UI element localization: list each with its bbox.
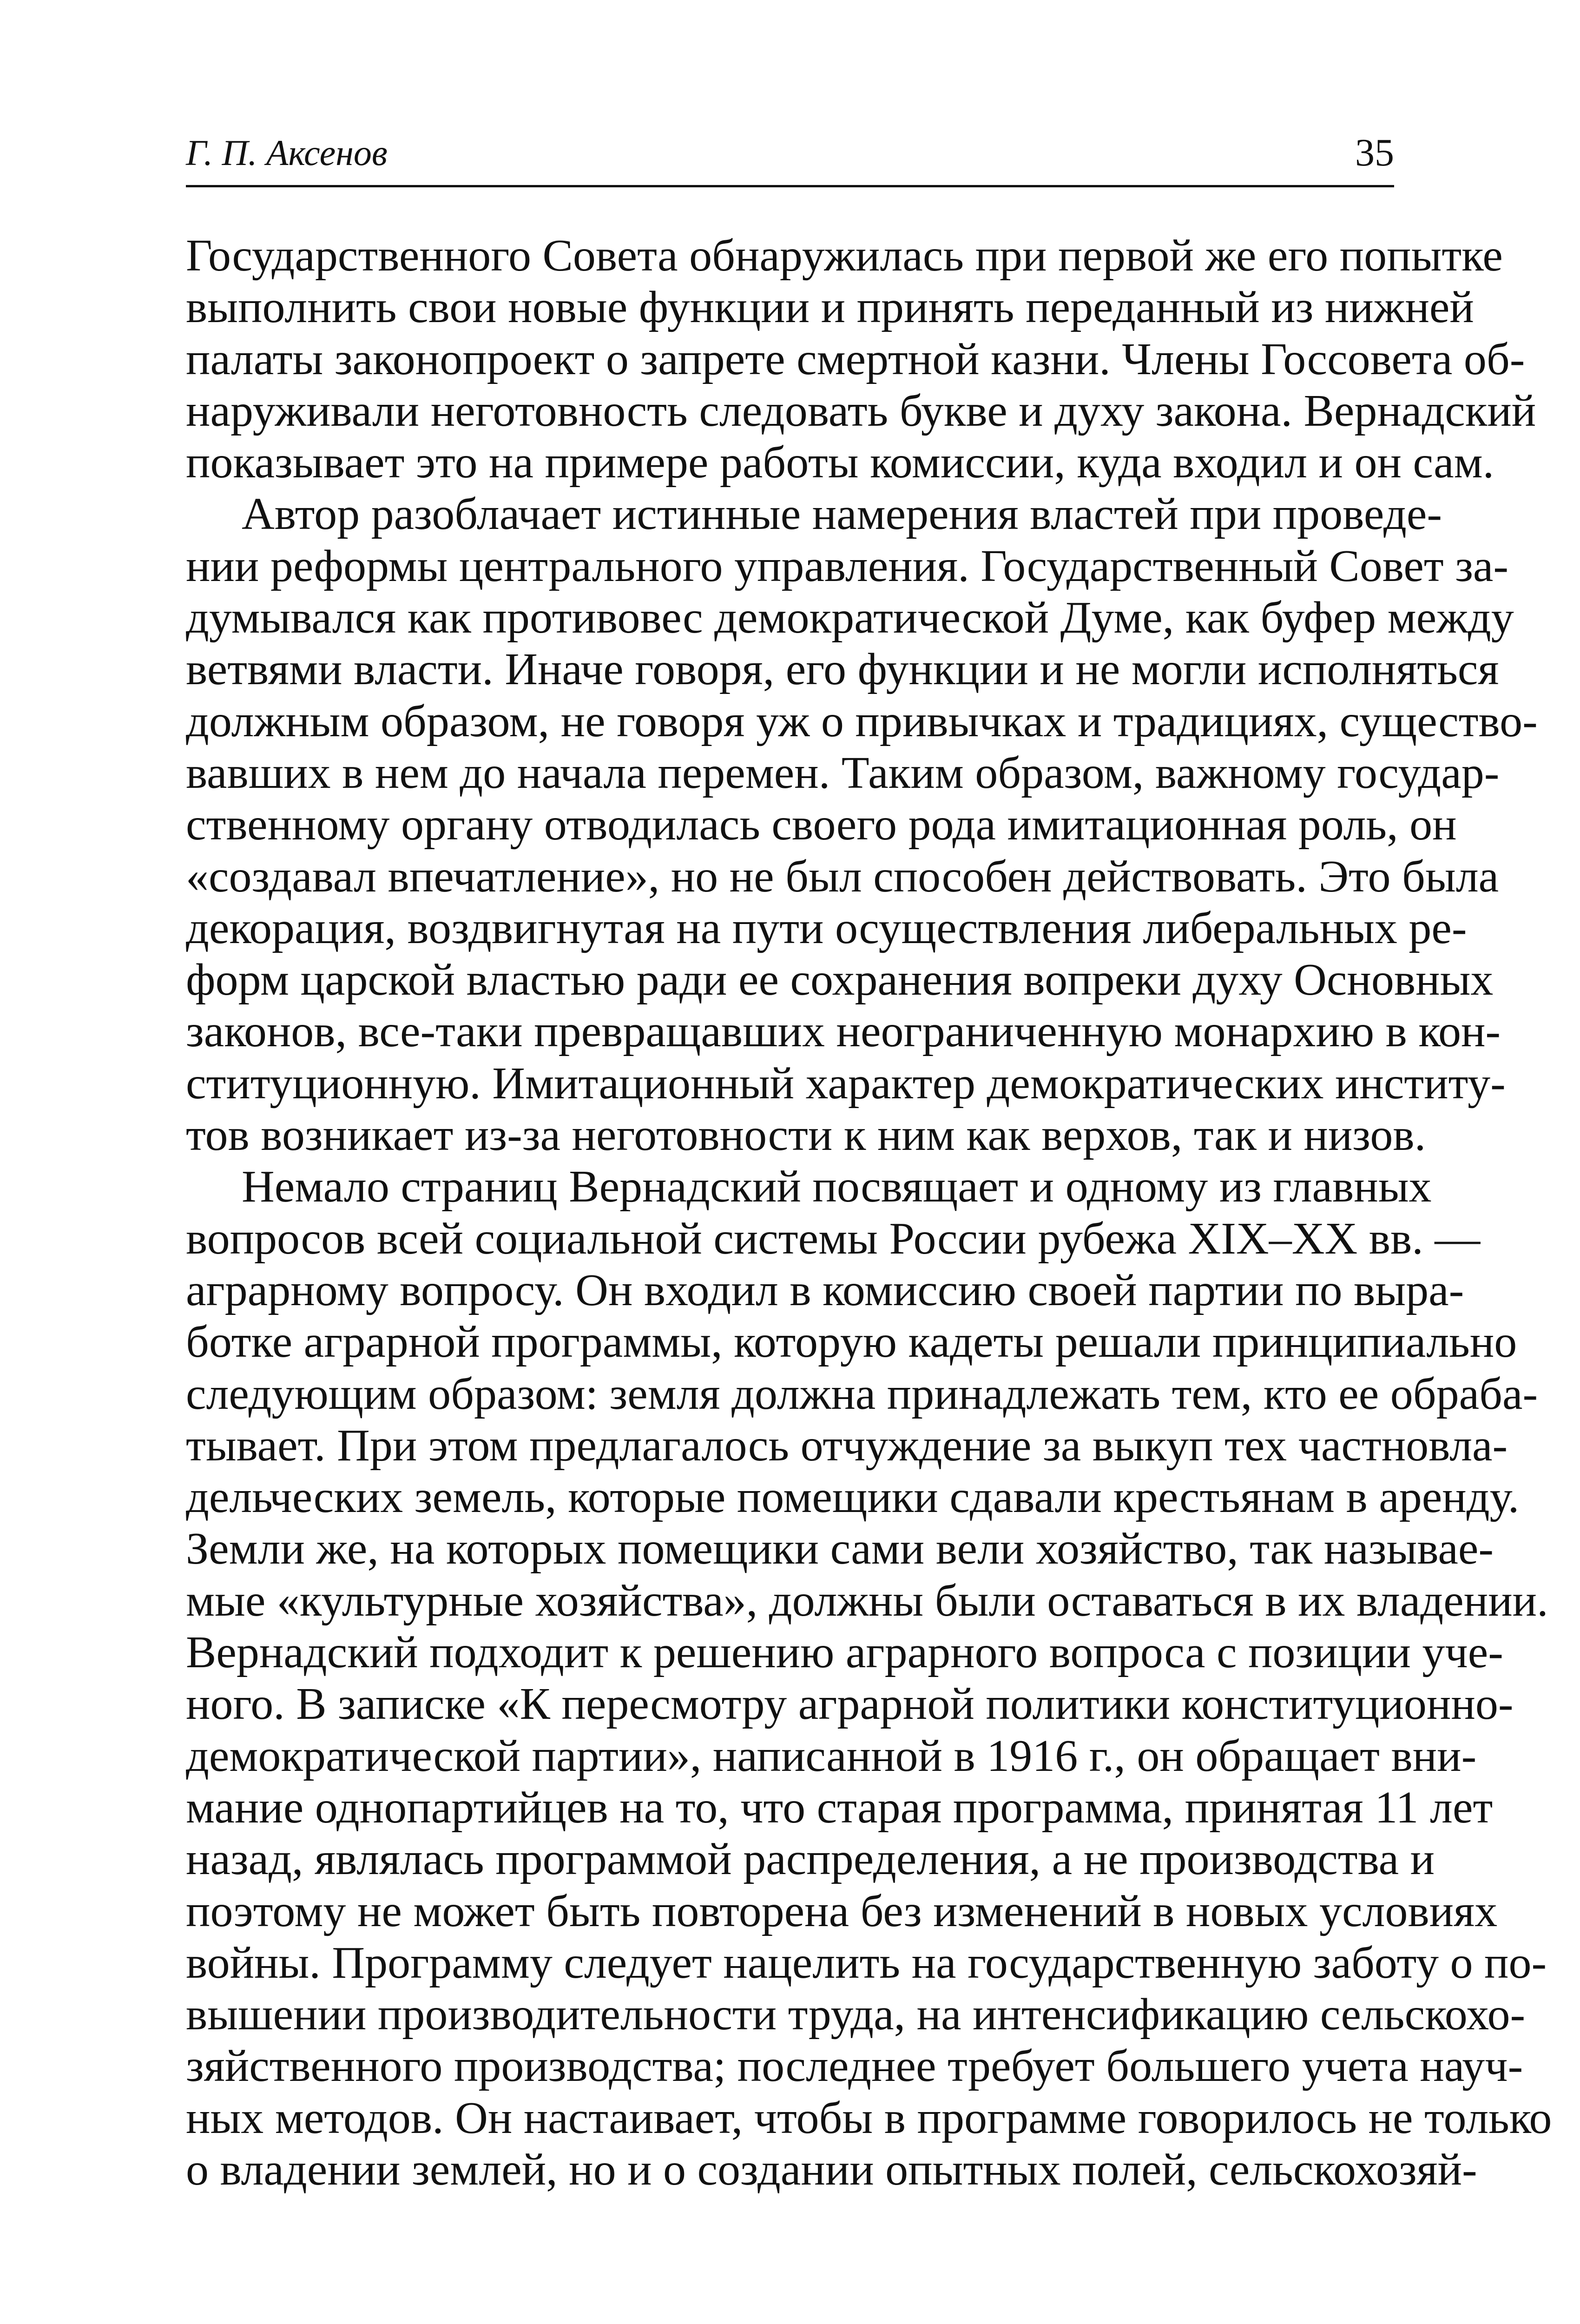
text-line: демократической партии», написанной в 1916 г., он обращает вни- xyxy=(186,1730,1477,1781)
running-head-author: Г. П. Аксенов xyxy=(186,132,388,173)
text-line: Автор разоблачает истинные намерения властей при проведе- xyxy=(242,489,1442,540)
running-head xyxy=(186,125,1394,181)
text-line: Немало страниц Вернадский посвящает и одному из главных xyxy=(242,1162,1432,1212)
text-line: вопросов всей социальной системы России рубежа XIX–XX вв. — xyxy=(186,1213,1481,1264)
text-line: мые «культурные хозяйства», должны были оставаться в их владении. xyxy=(186,1575,1548,1626)
text-line: вавших в нем до начала перемен. Таким образом, важному государ- xyxy=(186,747,1500,798)
text-line: войны. Программу следует нацелить на государственную заботу о по- xyxy=(186,1937,1547,1988)
text-line: зяйственного производства; последнее требует большего учета науч- xyxy=(186,2041,1523,2092)
text-line: ботке аграрной программы, которую кадеты решали принципиально xyxy=(186,1317,1517,1367)
text-line: декорация, воздвигнутая на пути осуществления либеральных ре- xyxy=(186,903,1467,953)
paragraph xyxy=(186,489,1538,1161)
text-line: аграрному вопросу. Он входил в комиссию своей партии по выра- xyxy=(186,1265,1464,1315)
text-line: должным образом, не говоря уж о привычках и традициях, существо- xyxy=(186,696,1538,746)
text-line: назад, являлась программой распределения, а не производства и xyxy=(186,1834,1435,1885)
paragraph xyxy=(186,1161,1552,2196)
text-line: выполнить свои новые функции и принять переданный из нижней xyxy=(186,282,1474,333)
text-line: форм царской властью ради ее сохранения вопреки духу Основных xyxy=(186,955,1494,1005)
text-line: Земли же, на которых помещики сами вели хозяйство, так называе- xyxy=(186,1524,1494,1574)
text-line: ного. В записке «К пересмотру аграрной политики конституционно- xyxy=(186,1679,1514,1730)
text-line: законов, все-таки превращавших неограниченную монархию в кон- xyxy=(186,1006,1501,1057)
text-line: наруживали неготовность следовать букве и духу закона. Вернадский xyxy=(186,385,1536,436)
text-line: «создавал впечатление», но не был способен действовать. Это была xyxy=(186,851,1499,902)
header-rule xyxy=(186,185,1394,187)
text-line: думывался как противовес демократической Думе, как буфер между xyxy=(186,593,1514,643)
text-line: ветвями власти. Иначе говоря, его функции и не могли исполняться xyxy=(186,644,1499,695)
text-line: дельческих земель, которые помещики сдавали крестьянам в аренду. xyxy=(186,1472,1520,1523)
text-line: ституционную. Имитационный характер демократических институ- xyxy=(186,1058,1506,1109)
body-text xyxy=(186,230,1552,2196)
text-line: Государственного Совета обнаружилась при первой же его попытке xyxy=(186,231,1503,281)
text-line: тов возникает из-за неготовности к ним как верхов, так и низов. xyxy=(186,1110,1426,1161)
text-line: Вернадский подходит к решению аграрного вопроса с позиции уче- xyxy=(186,1627,1503,1678)
text-line: следующим образом: земля должна принадлежать тем, кто ее обраба- xyxy=(186,1368,1538,1419)
text-line: палаты законопроект о запрете смертной казни. Члены Госсовета об- xyxy=(186,334,1525,384)
text-line: нии реформы центрального управления. Государственный Совет за- xyxy=(186,541,1509,591)
text-line: показывает это на примере работы комиссии, куда входил и он сам. xyxy=(186,437,1494,488)
text-line: мание однопартийцев на то, что старая программа, принятая 11 лет xyxy=(186,1782,1493,1833)
text-line: ных методов. Он настаивает, чтобы в программе говорилось не только xyxy=(186,2093,1552,2143)
text-line: о владении землей, но и о создании опытных полей, сельскохозяй- xyxy=(186,2144,1477,2195)
text-line: поэтому не может быть повторена без изменений в новых условиях xyxy=(186,1886,1498,1936)
paragraph xyxy=(186,230,1536,489)
text-line: вышении производительности труда, на интенсификацию сельскохо- xyxy=(186,1989,1526,2040)
text-line: тывает. При этом предлагалось отчуждение за выкуп тех частновла- xyxy=(186,1420,1508,1471)
text-line: ственному органу отводилась своего рода имитационная роль, он xyxy=(186,799,1457,850)
page-number: 35 xyxy=(1355,131,1394,174)
